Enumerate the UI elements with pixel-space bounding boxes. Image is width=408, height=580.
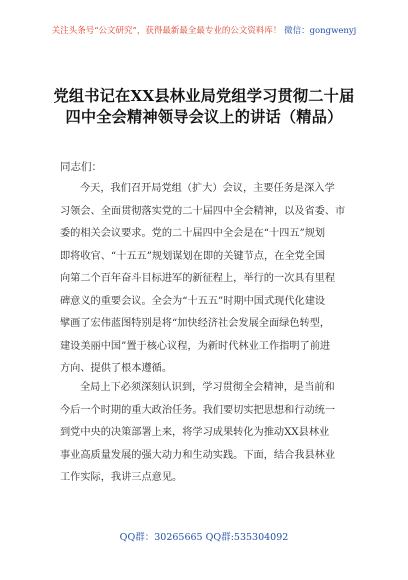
title-line: 党组书记在XX县林业局党组学习贯彻二十届 — [53, 87, 355, 105]
paragraph-line: 碑意义的重要会议。全会为“十五五”时期中国式现代化建设 — [60, 295, 326, 307]
paragraph-line: 擘画了宏伟蓝图特别是将“加快经济社会发展全面绿色转型， — [60, 318, 331, 329]
greeting: 同志们： — [60, 161, 102, 173]
paragraph-line: 事业高质量发展的强大动力和生动实践。下面，结合我县林业 — [60, 449, 336, 461]
title-line: 四中全会精神领导会议上的讲话（精品） — [65, 108, 343, 126]
document-title — [42, 86, 366, 128]
paragraph-line: 全局上下必须深刻认识到，学习贯彻全会精神，是当前和 — [80, 382, 335, 393]
paragraph-line: 工作实际，我讲三点意见。 — [60, 472, 183, 483]
paragraph-line: 委的相关会议要求。党的二十届四中全会是在“十四五”规划 — [60, 228, 326, 239]
paragraph-line: 今后一个时期的重大政治任务。我们要切实把思想和行动统一 — [60, 404, 336, 416]
banner-promo-text: 关注头条号“公文研究”，获得最新最全最专业的公文资料库！ — [51, 26, 282, 36]
paragraph-line: 今天，我们召开局党组（扩大）会议，主要任务是深入学 — [80, 183, 335, 194]
paragraph — [60, 178, 352, 381]
paragraph-line: 建设美丽中国”置于核心议程，为新时代林业工作指明了前进 — [60, 340, 331, 352]
paragraph-line: 习领会、全面贯彻落实党的二十届四中全会精神，以及省委、市 — [60, 205, 346, 217]
paragraph-line: 向第二个百年奋斗目标进军的新征程上，举行的一次具有里程 — [60, 273, 336, 284]
paragraph-line: 即将收官、“十五五”规划谋划在即的关键节点，在全党全国 — [60, 250, 326, 262]
top-banner — [0, 25, 408, 37]
paragraph-line: 方向、提供了根本遵循。 — [60, 363, 173, 374]
paragraph-line: 到党中央的决策部署上来，将学习成果转化为推动XX县林业 — [60, 427, 330, 438]
banner-wechat-text: 微信：gongwenyj — [284, 26, 357, 36]
paragraph — [60, 377, 352, 490]
footer-contact: QQ群：30265665 QQ群:535304092 — [119, 532, 289, 543]
